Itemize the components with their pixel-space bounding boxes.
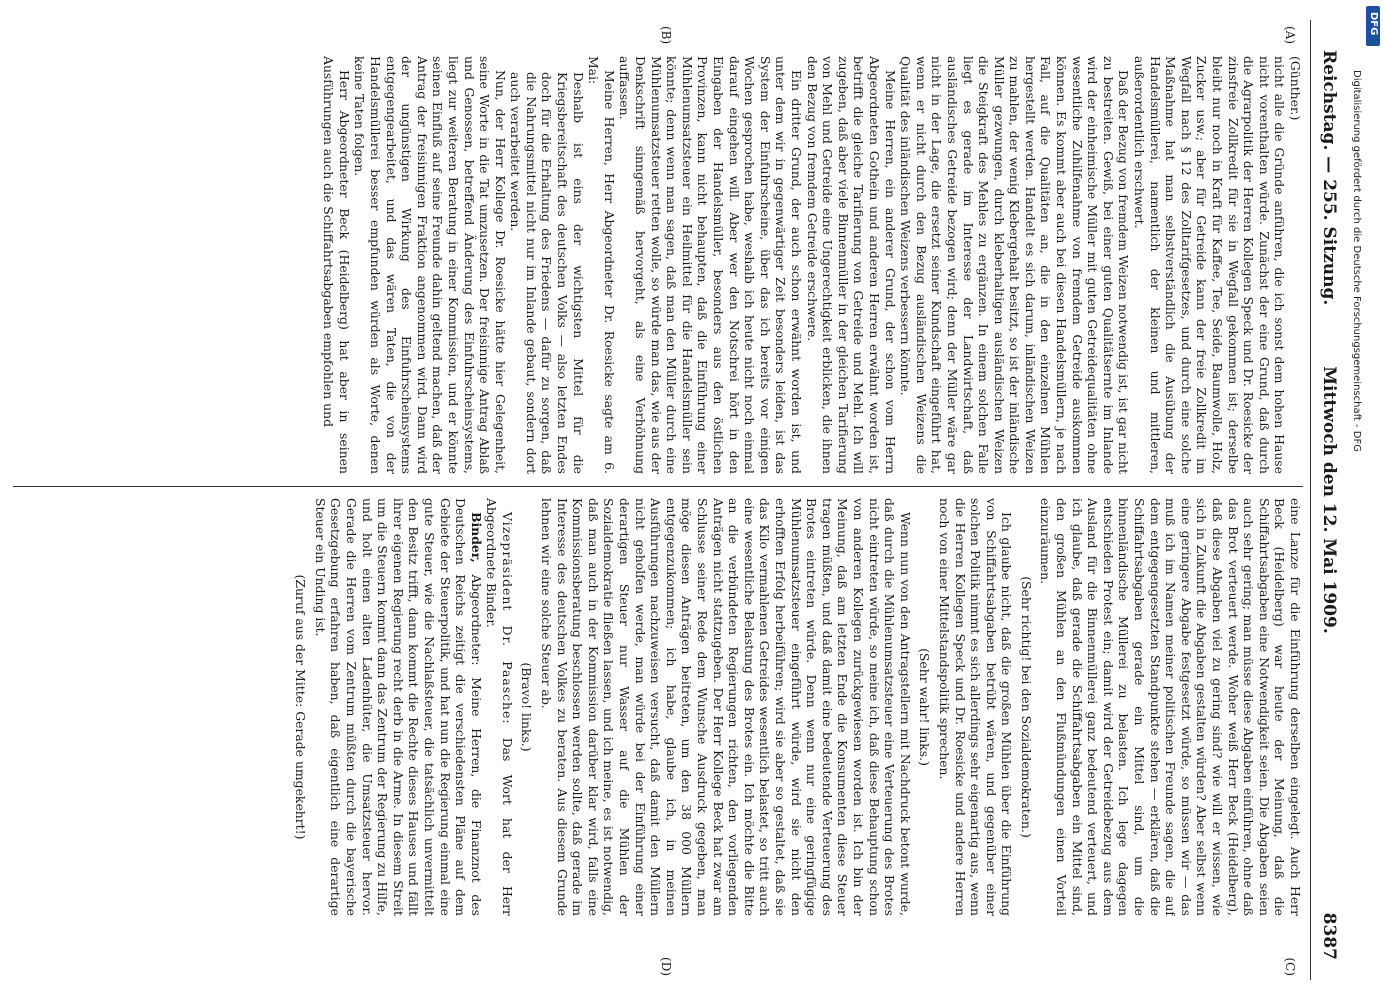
header-page-number: 8387	[1319, 912, 1339, 960]
column-divider	[13, 486, 1303, 487]
speaker-text: Das Wort hat der Herr Abgeordnete Binder.	[484, 498, 515, 916]
paragraph: eine Lanze für die Einführung derselben eingelegt. Auch Herr Beck (Heidelberg) war heute der Meinung, daß die Schiffahrtsabgaben eine Notwendigkeit seien. Die Abgaben seien auch sehr gering; man müsse diese Abgaben einführen, ohne daß das Brot verteuert werde. Woher weiß Herr Beck (Heidelberg), daß diese Abgaben viel zu gering sind? wie will er wissen, wie sich in Zukunft die Abgaben gestalten würden? Aber selbst wenn eine geringere Abgabe festgesetzt würde, so müssen wir — das muß ich im Namen meiner politischen Freunde sagen, die auf dem entgegengesetzten Standpunkte stehen — erklären, daß die Schiffahrtsabgaben gerade ein Mittel sind, um die binnenländische Müllerei zu belasten. Ich lege dagegen entschieden Protest ein; damit wird der Getreidebezug aus dem Ausland für die Binnenmüllerei ganz bedeutend verteuert, und ich glaube, daß gerade die Schiffahrtsabgaben ein Mittel sind, den großen Mühlen an den Flußmündungen einen Vorteil einzuräumen.	[1038, 498, 1303, 916]
paragraph: Meine Herren, Herr Abgeordneter Dr. Roesicke sagte am 6. Mai:	[586, 56, 617, 474]
interjection: (Sehr richtig! bei den Sozialdemokraten.)	[1018, 576, 1034, 838]
margin-marker-d: (D)	[659, 957, 673, 976]
paragraph: Meine Herren, ein anderer Grund, der schon vom Herrn Abgeordneten Gothein und anderen Herren erwähnt worden ist, betrifft die gleiche Tarifierung von Getreide und Mehl. Ich will zugeben, daß aber viele Binnenmüller in der gleichen Tarifierung von Mehl und Getreide eine Ungerechtigkeit erblicken, die ihnen den Bezug von fremdem Getreide erschwere.	[804, 56, 898, 474]
interjection: (Sehr wahr! links.)	[917, 648, 933, 766]
left-column	[11, 56, 1303, 474]
interjection: (Bravo! links.)	[519, 662, 535, 752]
dfg-logo-label: DFG	[1368, 12, 1379, 36]
margin-marker-b: (B)	[659, 26, 673, 45]
speaker-paragraph	[484, 498, 515, 916]
speaker-name: Binder,	[468, 512, 484, 563]
dfg-logo	[1366, 6, 1380, 46]
margin-marker-c: (C)	[1283, 957, 1297, 976]
header-date: Mittwoch den 12. Mai 1909.	[1319, 366, 1339, 634]
interjection: (Zuruf aus der Mitte: Gerade umgekehrt!)	[293, 574, 309, 840]
speaker-reference: (Günther.)	[1288, 56, 1303, 121]
paragraph: Ein dritter Grund, der auch schon erwähnt worden ist, und unter dem wir in gegenwärtiger Zeit besonders leiden, ist das System der Einfuhrscheine, über das ich bereits vor einigen Wochen gesprochen habe, weshalb ich heute nicht noch einmal darauf eingehen will. Aber wer den Notschrei hört in den Eingaben der Handelsmüller, besonders aus den östlichen Provinzen, kann nicht behaupten, daß die Einführung einer Mühlenumsatzsteuer ein Heilmittel für die Handelsmüller sein könnte; denn wenn man sagen, daß man den Müller durch eine Mühlenumsatzsteuer retten wolle, so würde man das, wie aus der Denkschrift sinngemäß hervorgeht, als eine Verhöhnung auffassen.	[617, 56, 804, 474]
paragraph: nicht alle die Gründe anführen, die ich sonst dem hohen Hause nicht vorenthalten würde. Zunächst der eine Grund, daß durch die Agrarpolitik der Herren Kollegen Speck und Dr. Roesicke der zinsfreie Zollkredit für sie in Wegfall gekommen ist; derselbe bleibt nur noch in Kraft für Kaffee, Tee, Seide, Baumwolle, Holz, Zucker usw.; aber für Getreide kann der freie Zollkredit im Wegfall nach § 12 des Zolltarifgesetzes, und durch eine solche Maßnahme hat man selbstverständlich die Ausübung der Handelsmüllerei, namentlich der kleinen und mittleren, außerordentlich erschwert.	[1132, 56, 1288, 474]
digitization-credit: Digitalisierung gefördert durch die Deutsche Forschungsgemeinschaft - DFG	[1351, 70, 1362, 453]
paragraph: Daß der Bezug von fremdem Weizen notwendig ist, ist gar nicht zu bestreiten. Gewiß, bei einer guten Qualitätsernte im Inlande wird der einheimische Müller mit guten Getreidequalitäten ohne wesentliche Zuhilfenahme von fremdem Getreide auskommen können. Es kommt aber auch bei diesen Handelsmüllern, je nach Fall, auf die Qualitäten an, die in den einzelnen Mühlen hergestellt werden. Handelt es sich darum, inländischen Weizen zu mahlen, der wenig Klebergehalt besitzt, so ist der inländische Müller gezwungen, durch kleberhaltigen ausländischen Weizen die Steigkraft des Mehles zu ergänzen. In einem solchen Falle liegt es gerade im Interesse der Landwirtschaft, daß ausländisches Getreide bezogen wird; denn der Müller wäre gar nicht in der Lage, die ersetzt seiner Kundschaft eingeführt hat, wenn er nicht durch den Bezug ausländischen Weizens die Qualität des inländischen Weizens verbessern könnte.	[898, 56, 1132, 474]
paragraph: Ich glaube nicht, daß die großen Mühlen über die Einführung von Schiffahrtsabgaben betrübt wären, und gegenüber einer solchen Politik nimmt es sich allerdings sehr eigenartig aus, wenn die Herren Kollegen Speck und Dr. Roesicke und andere Herren noch von einer Mittelstandspolitik sprechen.	[936, 498, 1015, 916]
paragraph: Wenn nun von den Antragstellern mit Nachdruck betont wurde, daß durch die Mühlenumsatzsteuer eine Verteuerung des Brotes nicht eintreten würde, so meine ich, daß diese Behauptung schon von anderen Kollegen zurückgewiesen worden ist. Ich bin der Meinung, daß am letzten Ende die Konsumenten diese Steuer tragen müßten, und daß damit eine bedeutende Verteuerung des Brotes eintreten würde. Denn wenn nur eine geringfügige Mühlenumsatzsteuer eingeführt würde, wird sie nicht den erhofften Erfolg herbeiführen; wird sie aber so gestaltet, daß sie das Kilo vermahlenen Getreides wesentlich belastet, so tritt auch eine wesentliche Belastung des Brotes ein. Ich möchte die Bitte an die verbündeten Regierungen richten, den vorliegenden Anträgen nicht stattzugeben. Der Herr Kollege Beck hat zwar am Schlusse seiner Rede dem Wunsche Ausdruck gegeben, man möge diesen Anträgen beitreten, um den 38 000 Müllern entgegenzukommen; ich habe, glaube ich, in meinen Ausführungen nachzuweisen versucht, daß damit den Müllern nicht geholfen werde, man würde bei der Einführung einer derartigen Steuer nur Wasser auf die Mühlen der Sozialdemokratie fließen lassen, und ich meine, es ist notwendig, daß man auch in der Kommission darüber klar wird, falls eine Kommissionsberatung beschlossen werden sollte, daß gerade im Interesse des deutschen Volkes zu beraten. Aus diesem Grunde lehnen wir eine solche Steuer ab.	[539, 498, 913, 916]
speaker-text: Abgeordneter: Meine Herren, die Finanznot des Deutschen Reichs zeitigt die verschiedensten Pläne auf dem Gebiete der Steuerpolitik, und hat nun die Regierung einmal eine gute Steuer, wie die Nachlaßsteuer, die tatsächlich unvermittelt den Besitz trifft, dann kommt die Rechte dieses Hauses und fällt ihrer eigenen Regierung recht derb in die Arme. In diesem Streit um die Steuern kommt dann das Zentrum der Regierung zu Hilfe, und holt einen alten Ladenhüter, die Umsatzsteuer hervor. Gerade die Herren vom Zentrum müßten durch die bayerische Gesetzgebung erfahren haben, daß eigentlich eine derartige Steuer ein Unding ist.	[312, 498, 484, 916]
speaker-paragraph	[312, 498, 484, 916]
margin-marker-a: (A)	[1283, 26, 1297, 45]
right-column	[11, 498, 1303, 916]
rotated-page	[5, 20, 1345, 980]
paragraph: Nun, der Herr Kollege Dr. Roesicke hätte hier Gelegenheit, seine Worte in die Tat umzusetzen. Der freisinnige Antrag Ablaß und Genossen, betreffend Änderung des Einfuhrscheinsystems, liegt zur weiteren Beratung in einer Kommission, und er könnte seinen Einfluß auf seine Freunde dahin geltend machen, daß der Antrag der freisinnigen Fraktion angenommen wird. Dann wird der ungünstigen Wirkung des Einfuhrscheinsystems entgegengearbeitet, und das wären Taten, die von der Handelsmüllerei besser empfunden würden als Worte, denen keine Taten folgen.	[352, 56, 508, 474]
speaker-name: Vizepräsident Dr. Paasche:	[499, 512, 515, 725]
header-session: Reichstag. — 255. Sitzung.	[1319, 50, 1339, 306]
block-quote: Deshalb ist eins der wichtigsten Mittel für die Kriegsbereitschaft des deutschen Volks — also letzten Endes doch für die Erhaltung des Friedens — dafür zu sorgen, daß die Nahrungsmittel nicht nur im Inlande gebaut, sondern dort auch verarbeitet werden.	[508, 72, 586, 474]
page-header	[1310, 20, 1345, 980]
paragraph: Herr Abgeordneter Beck (Heidelberg) hat aber in seinen Ausführungen auch die Schiffahrtsabgaben empfohlen und	[321, 56, 352, 474]
